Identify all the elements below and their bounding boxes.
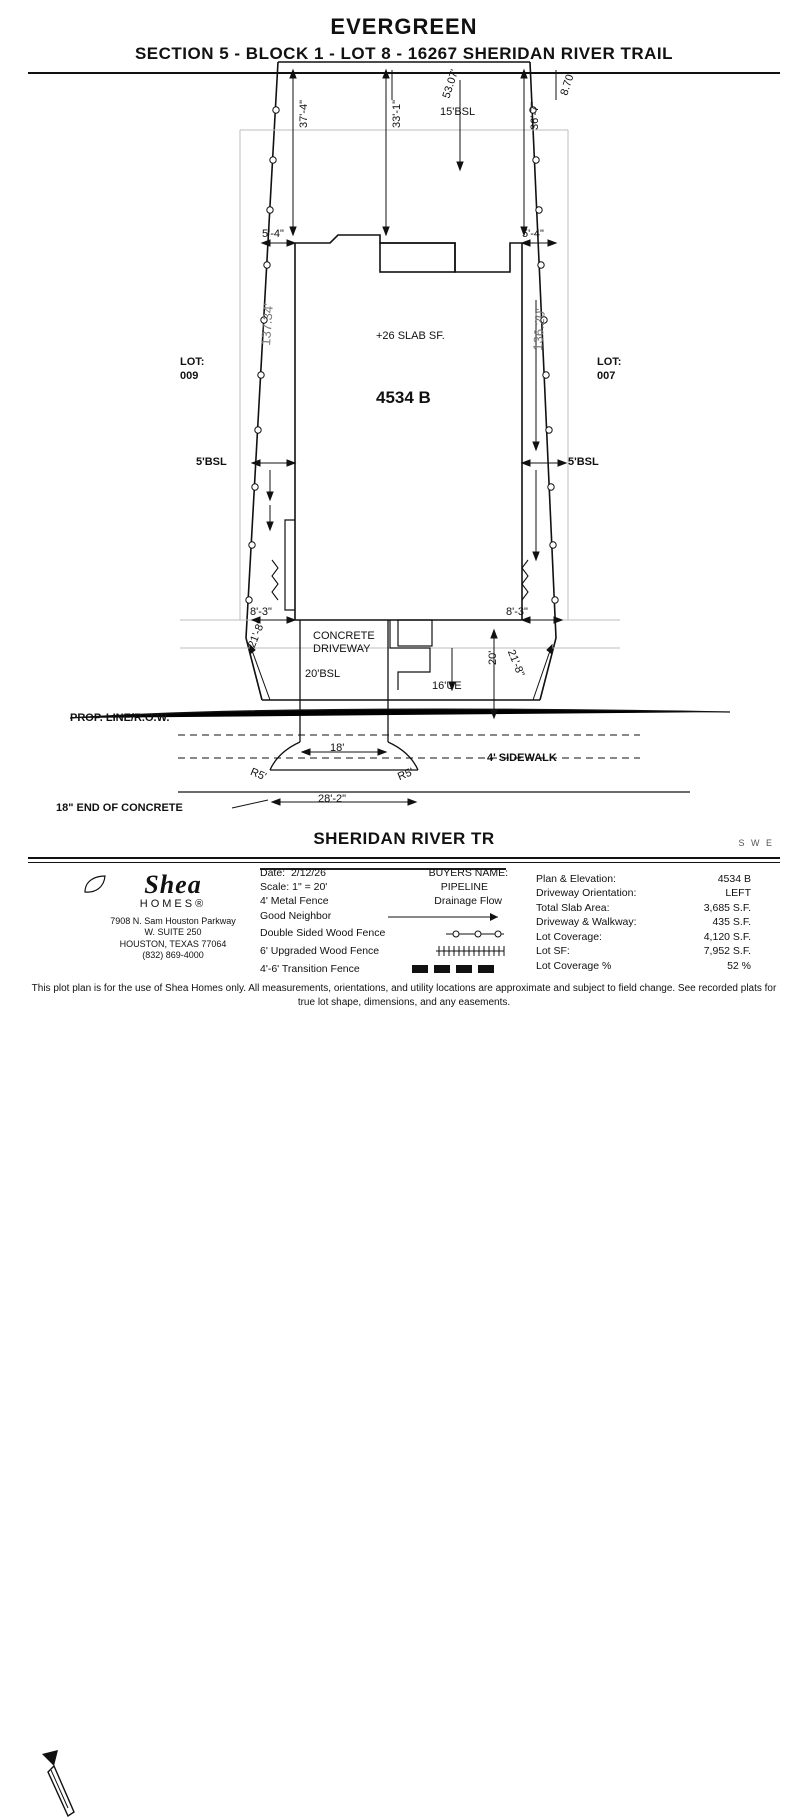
dim-drive-20: 20' [487,650,499,665]
dim-right-bsl: 5'BSL [568,456,599,468]
shea-homes-text: HOMES® [139,898,207,910]
shea-logo [88,870,258,961]
prop-line-label: PROP. LINE/R.O.W. [70,712,170,724]
spec-value: 4534 B [717,873,751,885]
sidewalk-label: 4' SIDEWALK [487,752,557,764]
footer-divider [28,857,780,859]
radius-right: R5' [396,765,416,784]
spec-row [536,886,751,900]
spec-label: Total Slab Area: [536,901,610,914]
upgraded-line-icon [260,866,508,873]
spec-label: Driveway Orientation: [536,887,637,900]
dim-right-corner: 21'-8" [504,648,527,679]
dim-drive-width: 18' [330,742,345,754]
dim-left-rear-offset: 8'-3" [250,606,272,618]
spec-label: Driveway & Walkway: [536,916,637,929]
dim-top-left-segment: 53.07' [440,68,462,100]
swe-stamp: S W E [738,838,774,848]
dim-right-rear-offset: 8'-3" [506,606,528,618]
dim-left-depth: 137.34' [258,302,276,347]
spec-row [536,915,751,929]
spec-label: Lot SF: [536,945,570,958]
page-subtitle: SECTION 5 - BLOCK 1 - LOT 8 - 16267 SHERIDAN RIVER TRAIL [134,44,674,63]
legend-4-metal-fence: 4' Metal Fence [260,895,329,908]
drainage-arrow-icon [386,910,506,924]
dim-left-bsl: 5'BSL [196,456,227,468]
dim-right-front-setback: 5'-4" [522,228,544,240]
dim-16-ue: 16'UE [432,680,462,692]
legend-date-value: 2/12/26 [290,867,326,879]
legend-buyers-label: BUYERS NAME: [428,867,508,879]
dim-drive-flare: 28'-2" [318,793,347,805]
spec-value: 4,120 S.F. [703,930,751,943]
address-line-3: HOUSTON, TEXAS 77064 [119,938,227,949]
dim-left-front-setback: 5'-4" [262,228,284,240]
dim-vert-37-4: 37'-4" [298,99,310,128]
spec-row [536,901,751,915]
spec-label: Plan & Elevation: [536,873,616,885]
spec-value: 435 S.F. [712,916,751,929]
slab-note: +26 SLAB SF. [376,330,445,342]
page-title: EVERGREEN [330,14,478,39]
lot-right-value: 007 [597,370,616,383]
transition-fence-symbol-icon [412,963,502,975]
shea-address [88,916,258,961]
upgraded-fence-symbol-icon [436,945,506,957]
footer-block [28,866,780,996]
address-line-4: (832) 869-4000 [142,949,204,960]
spec-value: LEFT [725,887,751,900]
north-arrow-icon [28,1750,88,1820]
dim-top-right-segment: 8.70' [558,70,578,98]
shea-leaf-icon [82,874,108,896]
address-line-2: W. SUITE 250 [144,927,202,938]
dim-left-corner: 21'-8" [246,619,268,650]
driveway-label: CONCRETE DRIVEWAY [313,630,375,656]
spec-table [536,872,751,973]
dim-drive-20bsl: 20'BSL [305,668,341,680]
spec-row [536,872,751,886]
legend-transition-fence: 4'-6' Transition Fence [260,962,360,975]
legend-date-label: Date: [260,867,286,879]
spec-row [536,959,751,973]
spec-value: 7,952 S.F. [703,945,751,958]
dim-15-bsl: 15'BSL [440,106,476,118]
double-sided-symbol-icon [446,928,506,940]
plan-number: 4534 B [376,388,431,407]
legend-block [260,866,508,978]
spec-label: Lot Coverage % [536,959,612,972]
legend-upgraded-fence: 6' Upgraded Wood Fence [260,944,380,957]
spec-row [536,930,751,944]
dim-vert-33-1: 33'-1" [391,99,403,128]
lot-right-label [597,355,621,384]
spec-row [536,944,751,958]
dim-right-depth: 136.20' [530,307,548,352]
legend-scale: Scale: 1" = 20' [260,881,328,894]
site-plan-drawing [0,0,808,860]
street-name: SHERIDAN RIVER TR [313,829,495,848]
lot-left-label [180,355,204,384]
legend-double-sided-fence: Double Sided Wood Fence [260,926,386,939]
footer-divider-2 [28,862,780,863]
legend-buyers-value: PIPELINE [440,881,488,894]
lot-left-text: LOT: [180,356,205,368]
lot-right-text: LOT: [597,356,622,368]
legend-drainage-flow: Drainage Flow [434,895,502,908]
spec-value: 3,685 S.F. [703,901,751,914]
lot-left-value: 009 [180,370,199,383]
end-of-concrete-label: 18" END OF CONCRETE [56,802,183,814]
spec-value: 52 % [727,959,751,972]
shea-wordmark: Shea [144,870,202,899]
legend-good-neighbor: Good Neighbor [260,909,332,922]
radius-left: R5' [248,766,268,784]
address-line-1: 7908 N. Sam Houston Parkway [110,916,236,926]
disclaimer-text: This plot plan is for the use of Shea Homes only. All measurements, orientations, and utility locations are approximate and subject to field change. See recorded plats for true lot shape, dimensions, and any easements. [31,983,777,1008]
spec-label: Lot Coverage: [536,930,602,943]
dim-vert-36-7: 36'-7" [529,101,541,130]
